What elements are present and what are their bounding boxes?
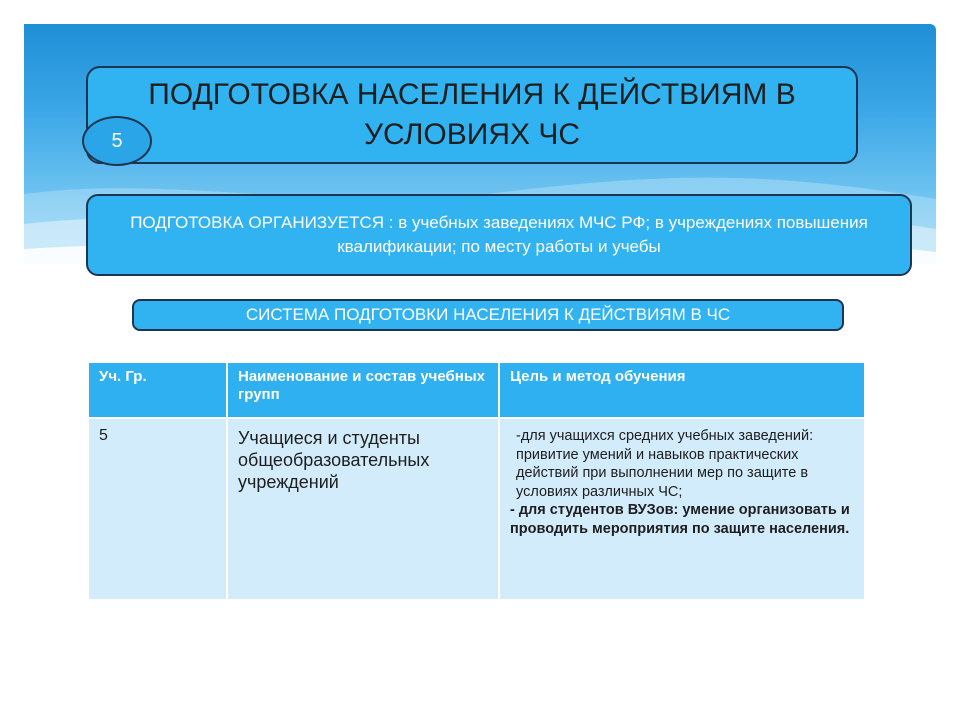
system-heading bbox=[132, 299, 844, 331]
table-header-row bbox=[88, 362, 865, 418]
system-heading-text: СИСТЕМА ПОДГОТОВКИ НАСЕЛЕНИЯ К ДЕЙСТВИЯМ В ЧС bbox=[245, 305, 731, 324]
goal-universities: - для студентов ВУЗов: умение организовать и проводить мероприятия по защите населения. bbox=[510, 502, 850, 537]
slide-number: 5 bbox=[111, 129, 123, 152]
slide-number-badge bbox=[82, 116, 152, 166]
slide-title bbox=[86, 66, 858, 164]
header-group: Уч. Гр. bbox=[88, 362, 227, 418]
cell-group: 5 bbox=[88, 418, 227, 600]
slide-title-text: ПОДГОТОВКА НАСЕЛЕНИЯ К ДЕЙСТВИЯМ В УСЛОВИЯХ ЧС bbox=[148, 78, 796, 151]
training-table bbox=[87, 361, 866, 601]
goal-schools: -для учащихся средних учебных заведений: привитие умений и навыков практических действий при выполнении мер по защите в условиях различных ЧС; bbox=[516, 428, 814, 500]
organization-box bbox=[86, 194, 912, 276]
organization-text: ПОДГОТОВКА ОРГАНИЗУЕТСЯ : в учебных заведениях МЧС РФ; в учреждениях повышения квалификации; по месту работы и учебы bbox=[130, 213, 868, 256]
header-goal: Цель и метод обучения bbox=[499, 362, 865, 418]
table-row bbox=[88, 418, 865, 600]
cell-goal bbox=[499, 418, 865, 600]
cell-name: Учащиеся и студенты общеобразовательных учреждений bbox=[227, 418, 499, 600]
header-name: Наименование и состав учебных групп bbox=[227, 362, 499, 418]
